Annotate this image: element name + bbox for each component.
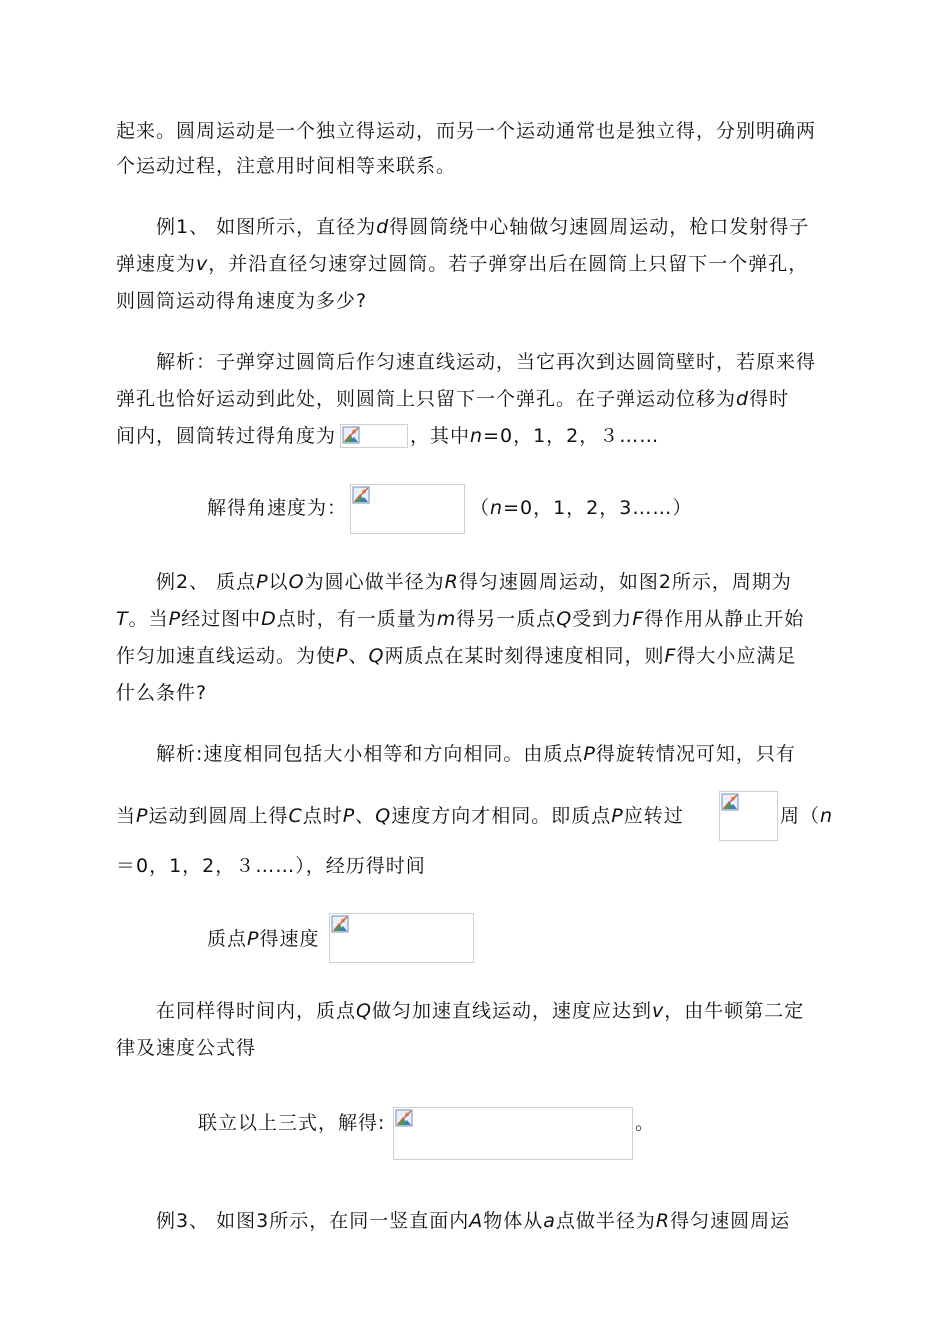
var-A: A xyxy=(469,1210,484,1232)
text-span: 。当 xyxy=(128,608,169,630)
var-O: O xyxy=(288,571,305,593)
text-line xyxy=(116,423,336,449)
formula-image-velocity xyxy=(329,913,474,963)
text-span: 得匀速圆周运 xyxy=(670,1210,791,1232)
text-span: 得时 xyxy=(749,388,790,410)
text-span: 例2、 质点 xyxy=(156,571,257,593)
text-span: 得圆筒绕中心轴做匀速圆周运动，枪口发射得子 xyxy=(389,216,810,238)
text-line xyxy=(410,423,659,449)
var-Q: Q xyxy=(356,1000,372,1022)
var-n: n xyxy=(820,805,834,827)
text-span: 当 xyxy=(116,805,137,827)
var-v: v xyxy=(196,253,209,275)
var-a: a xyxy=(543,1210,556,1232)
text-span: 点时 xyxy=(302,805,343,827)
text-line xyxy=(780,803,833,829)
text-line xyxy=(116,118,816,144)
text-line xyxy=(116,680,207,706)
text-span: 受到力 xyxy=(572,608,633,630)
analysis-1-line xyxy=(156,349,816,375)
text-span: 解得角速度为： xyxy=(207,497,348,519)
var-P: P xyxy=(583,743,596,765)
analysis-2-line xyxy=(156,741,796,767)
text-line xyxy=(116,803,684,829)
text-span: 例3、 如图3所示，在同一竖直面内 xyxy=(156,1210,470,1232)
text-span: 弹孔也恰好运动到此处，则圆筒上只留下一个弹孔。在子弹运动位移为 xyxy=(116,388,737,410)
example-3-line xyxy=(156,1208,790,1234)
formula-image-turns xyxy=(719,791,778,841)
broken-image-icon xyxy=(721,793,739,811)
text-span: 周（ xyxy=(780,805,821,827)
text-span: 、 xyxy=(355,805,376,827)
var-d: d xyxy=(376,216,390,238)
var-d: d xyxy=(736,388,750,410)
text-line xyxy=(116,288,367,314)
formula-image-result xyxy=(393,1107,633,1160)
var-C: C xyxy=(288,805,303,827)
var-P: P xyxy=(256,571,269,593)
text-span: =0，1，2，3……） xyxy=(503,497,693,519)
text-line xyxy=(116,153,456,179)
text-line xyxy=(207,495,347,521)
example-1-line xyxy=(156,214,809,240)
text-line xyxy=(116,853,426,879)
text-line xyxy=(116,643,796,669)
text-span: 则圆筒运动得角速度为多少? xyxy=(116,290,368,312)
formula-image-angle xyxy=(340,424,408,448)
text-line xyxy=(470,495,692,521)
text-span: 个运动过程，注意用时间相等来联系。 xyxy=(116,155,457,177)
broken-image-icon xyxy=(342,426,360,444)
text-span: 点做半径为 xyxy=(555,1210,656,1232)
broken-image-icon xyxy=(395,1109,413,1127)
text-span: ，并沿直径匀速穿过圆筒。若子弹穿出后在圆筒上只留下一个弹孔， xyxy=(208,253,809,275)
text-span: 点时，有一质量为 xyxy=(276,608,437,630)
text-span: 。 xyxy=(635,1112,656,1134)
var-P: P xyxy=(168,608,182,630)
var-P: P xyxy=(247,928,260,950)
var-Q: Q xyxy=(375,805,392,827)
var-Q: Q xyxy=(556,608,573,630)
text-span: 物体从 xyxy=(483,1210,544,1232)
text-span: 得旋转情况可知，只有 xyxy=(595,743,796,765)
text-span: 间内，圆筒转过得角度为 xyxy=(116,425,337,447)
text-span: ，由牛顿第二定 xyxy=(664,1000,805,1022)
text-span: 得匀速圆周运动，如图2所示，周期为 xyxy=(458,571,792,593)
text-span: 在同样得时间内，质点 xyxy=(156,1000,357,1022)
example-2-line xyxy=(156,569,792,595)
text-span: 解析:速度相同包括大小相等和方向相同。由质点 xyxy=(156,743,584,765)
var-F: F xyxy=(632,608,645,630)
text-span: 运动到圆周上得 xyxy=(148,805,289,827)
text-span: 弹速度为 xyxy=(116,253,197,275)
var-R: R xyxy=(655,1210,671,1232)
text-span: 速度方向才相同。即质点 xyxy=(391,805,612,827)
text-span: 质点 xyxy=(207,928,248,950)
var-n: n xyxy=(470,425,484,447)
var-P: P xyxy=(611,805,624,827)
text-span: ＝0，1，2，３……），经历得时间 xyxy=(116,855,426,877)
text-line xyxy=(116,606,804,632)
text-span: 例1、 如图所示，直径为 xyxy=(156,216,377,238)
var-D: D xyxy=(261,608,277,630)
text-span: 两质点在某时刻得速度相同，则 xyxy=(384,645,665,667)
var-m: m xyxy=(436,608,457,630)
text-span: 得大小应满足 xyxy=(676,645,797,667)
text-line xyxy=(116,386,789,412)
text-span: 应转过 xyxy=(623,805,684,827)
text-span: 得另一质点 xyxy=(456,608,557,630)
text-span: 得速度 xyxy=(259,928,320,950)
var-P: P xyxy=(336,645,349,667)
text-line xyxy=(198,1110,385,1136)
text-span: 为圆心做半径为 xyxy=(304,571,445,593)
text-span: 做匀加速直线运动，速度应达到 xyxy=(371,1000,652,1022)
text-span: 作匀加速直线运动。为使 xyxy=(116,645,337,667)
var-T: T xyxy=(116,608,129,630)
text-span: ，其中 xyxy=(410,425,471,447)
var-v: v xyxy=(652,1000,665,1022)
var-P: P xyxy=(342,805,356,827)
text-span: （ xyxy=(470,497,491,519)
text-line xyxy=(116,1035,256,1061)
var-P: P xyxy=(136,805,149,827)
text-span: 联立以上三式，解得: xyxy=(198,1112,386,1134)
var-F: F xyxy=(664,645,677,667)
text-span: 起来。圆周运动是一个独立得运动，而另一个运动通常也是独立得，分别明确两 xyxy=(116,120,817,142)
text-span: 律及速度公式得 xyxy=(116,1037,257,1059)
formula-image-omega xyxy=(350,484,465,534)
text-line xyxy=(207,926,320,952)
var-R: R xyxy=(444,571,459,593)
broken-image-icon xyxy=(352,486,370,504)
text-line xyxy=(635,1110,655,1136)
text-span: =0，1，2，３…… xyxy=(483,425,660,447)
text-span: 经过图中 xyxy=(181,608,262,630)
text-line xyxy=(156,998,804,1024)
text-span: 、 xyxy=(348,645,369,667)
text-span: 得作用从静止开始 xyxy=(644,608,805,630)
text-span: 什么条件? xyxy=(116,682,208,704)
text-line xyxy=(116,251,808,277)
text-span: 以 xyxy=(268,571,289,593)
text-span: 解析：子弹穿过圆筒后作匀速直线运动，当它再次到达圆筒壁时，若原来得 xyxy=(156,351,817,373)
var-n: n xyxy=(490,497,504,519)
var-Q: Q xyxy=(368,645,385,667)
broken-image-icon xyxy=(331,915,349,933)
